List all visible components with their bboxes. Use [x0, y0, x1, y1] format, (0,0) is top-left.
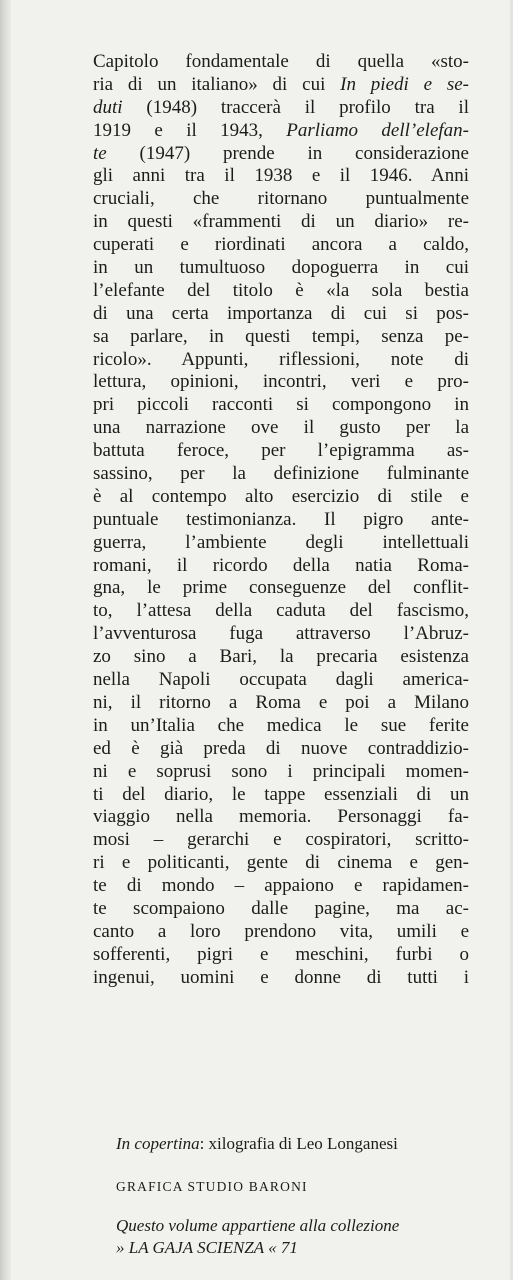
blurb-line: Capitolo fondamentale di quella «sto- [93, 51, 469, 72]
blurb-line: viaggio nella memoria. Personaggi fa- [93, 806, 469, 828]
blurb-line: ed è già preda di nuove contraddizio- [93, 737, 469, 759]
blurb-line: cuperati e riordinati ancora a caldo, [93, 234, 469, 256]
spine-edge [0, 0, 11, 1280]
blurb-line: sofferenti, pigri e meschini, furbi o [93, 943, 469, 965]
blurb-line: lettura, opinioni, incontri, veri e pro- [93, 371, 469, 393]
back-cover-blurb [93, 51, 469, 990]
blurb-line: nella Napoli occupata dagli america- [93, 669, 469, 691]
cover-credit [116, 1134, 476, 1154]
blurb-line: mosi – gerarchi e cospiratori, scritto- [93, 829, 469, 851]
blurb-line: gli anni tra il 1938 e il 1946. Anni [93, 165, 469, 187]
blurb-line: l’elefante del titolo è «la sola bestia [93, 279, 469, 301]
blurb-line: battuta feroce, per l’epigramma as- [93, 440, 469, 462]
blurb-line: sa parlare, in questi tempi, senza pe- [93, 325, 469, 347]
blurb-line: te scompaiono dalle pagine, ma ac- [93, 897, 469, 919]
blurb-line: è al contempo alto esercizio di stile e [93, 485, 469, 507]
blurb-line: ni e soprusi sono i principali momen- [93, 760, 469, 782]
cover-credit-text: : xilografia di Leo Longanesi [199, 1134, 398, 1153]
blurb-line: l’avventurosa fuga attraverso l’Abruz- [93, 623, 469, 645]
blurb-line: pri piccoli racconti si compongono in [93, 394, 469, 416]
blurb-line: in un’Italia che medica le sue ferite [93, 714, 469, 736]
blurb-line: ria di un italiano» di cui In piedi e se- [93, 73, 469, 95]
blurb-line: cruciali, che ritornano puntualmente [93, 188, 469, 210]
blurb-line: ni, il ritorno a Roma e poi a Milano [93, 691, 469, 713]
blurb-line: guerra, l’ambiente degli intellettuali [93, 531, 469, 553]
blurb-line: romani, il ricordo della natia Roma- [93, 554, 469, 576]
blurb-line: duti (1948) traccerà il profilo tra il [93, 96, 469, 118]
blurb-line: sassino, per la definizione fulminante [93, 463, 469, 485]
blurb-line: to, l’attesa della caduta del fascismo, [93, 600, 469, 622]
blurb-line: ingenui, uomini e donne di tutti i [93, 966, 469, 988]
series-name: » LA GAJA SCIENZA « 71 [116, 1238, 298, 1257]
cover-credit-label: In copertina [116, 1134, 200, 1153]
series-note: Questo volume appartiene alla collezione [116, 1216, 400, 1235]
blurb-line: puntuale testimonianza. Il pigro ante- [93, 508, 469, 530]
blurb-line: ti del diario, le tappe essenziali di un [93, 783, 469, 805]
blurb-line: una narrazione ove il gusto per la [93, 417, 469, 439]
blurb-line: ricolo». Appunti, riflessioni, note di [93, 348, 469, 370]
design-studio: GRAFICA STUDIO BARONI [116, 1179, 308, 1194]
blurb-line: zo sino a Bari, la precaria esistenza [93, 646, 469, 668]
blurb-line: ri e politicanti, gente di cinema e gen- [93, 852, 469, 874]
blurb-line: canto a loro prendono vita, umili e [93, 920, 469, 942]
blurb-line: in questi «frammenti di un diario» re- [93, 211, 469, 233]
blurb-line: 1919 e il 1943, Parliamo dell’elefan- [93, 119, 469, 141]
blurb-line: in un tumultuoso dopoguerra in cui [93, 257, 469, 279]
blurb-line: di una certa importanza di cui si pos- [93, 302, 469, 324]
blurb-line: gna, le prime conseguenze del conflit- [93, 577, 469, 599]
blurb-line: te di mondo – appaiono e rapidamen- [93, 875, 469, 897]
blurb-line: te (1947) prende in considerazione [93, 142, 469, 164]
